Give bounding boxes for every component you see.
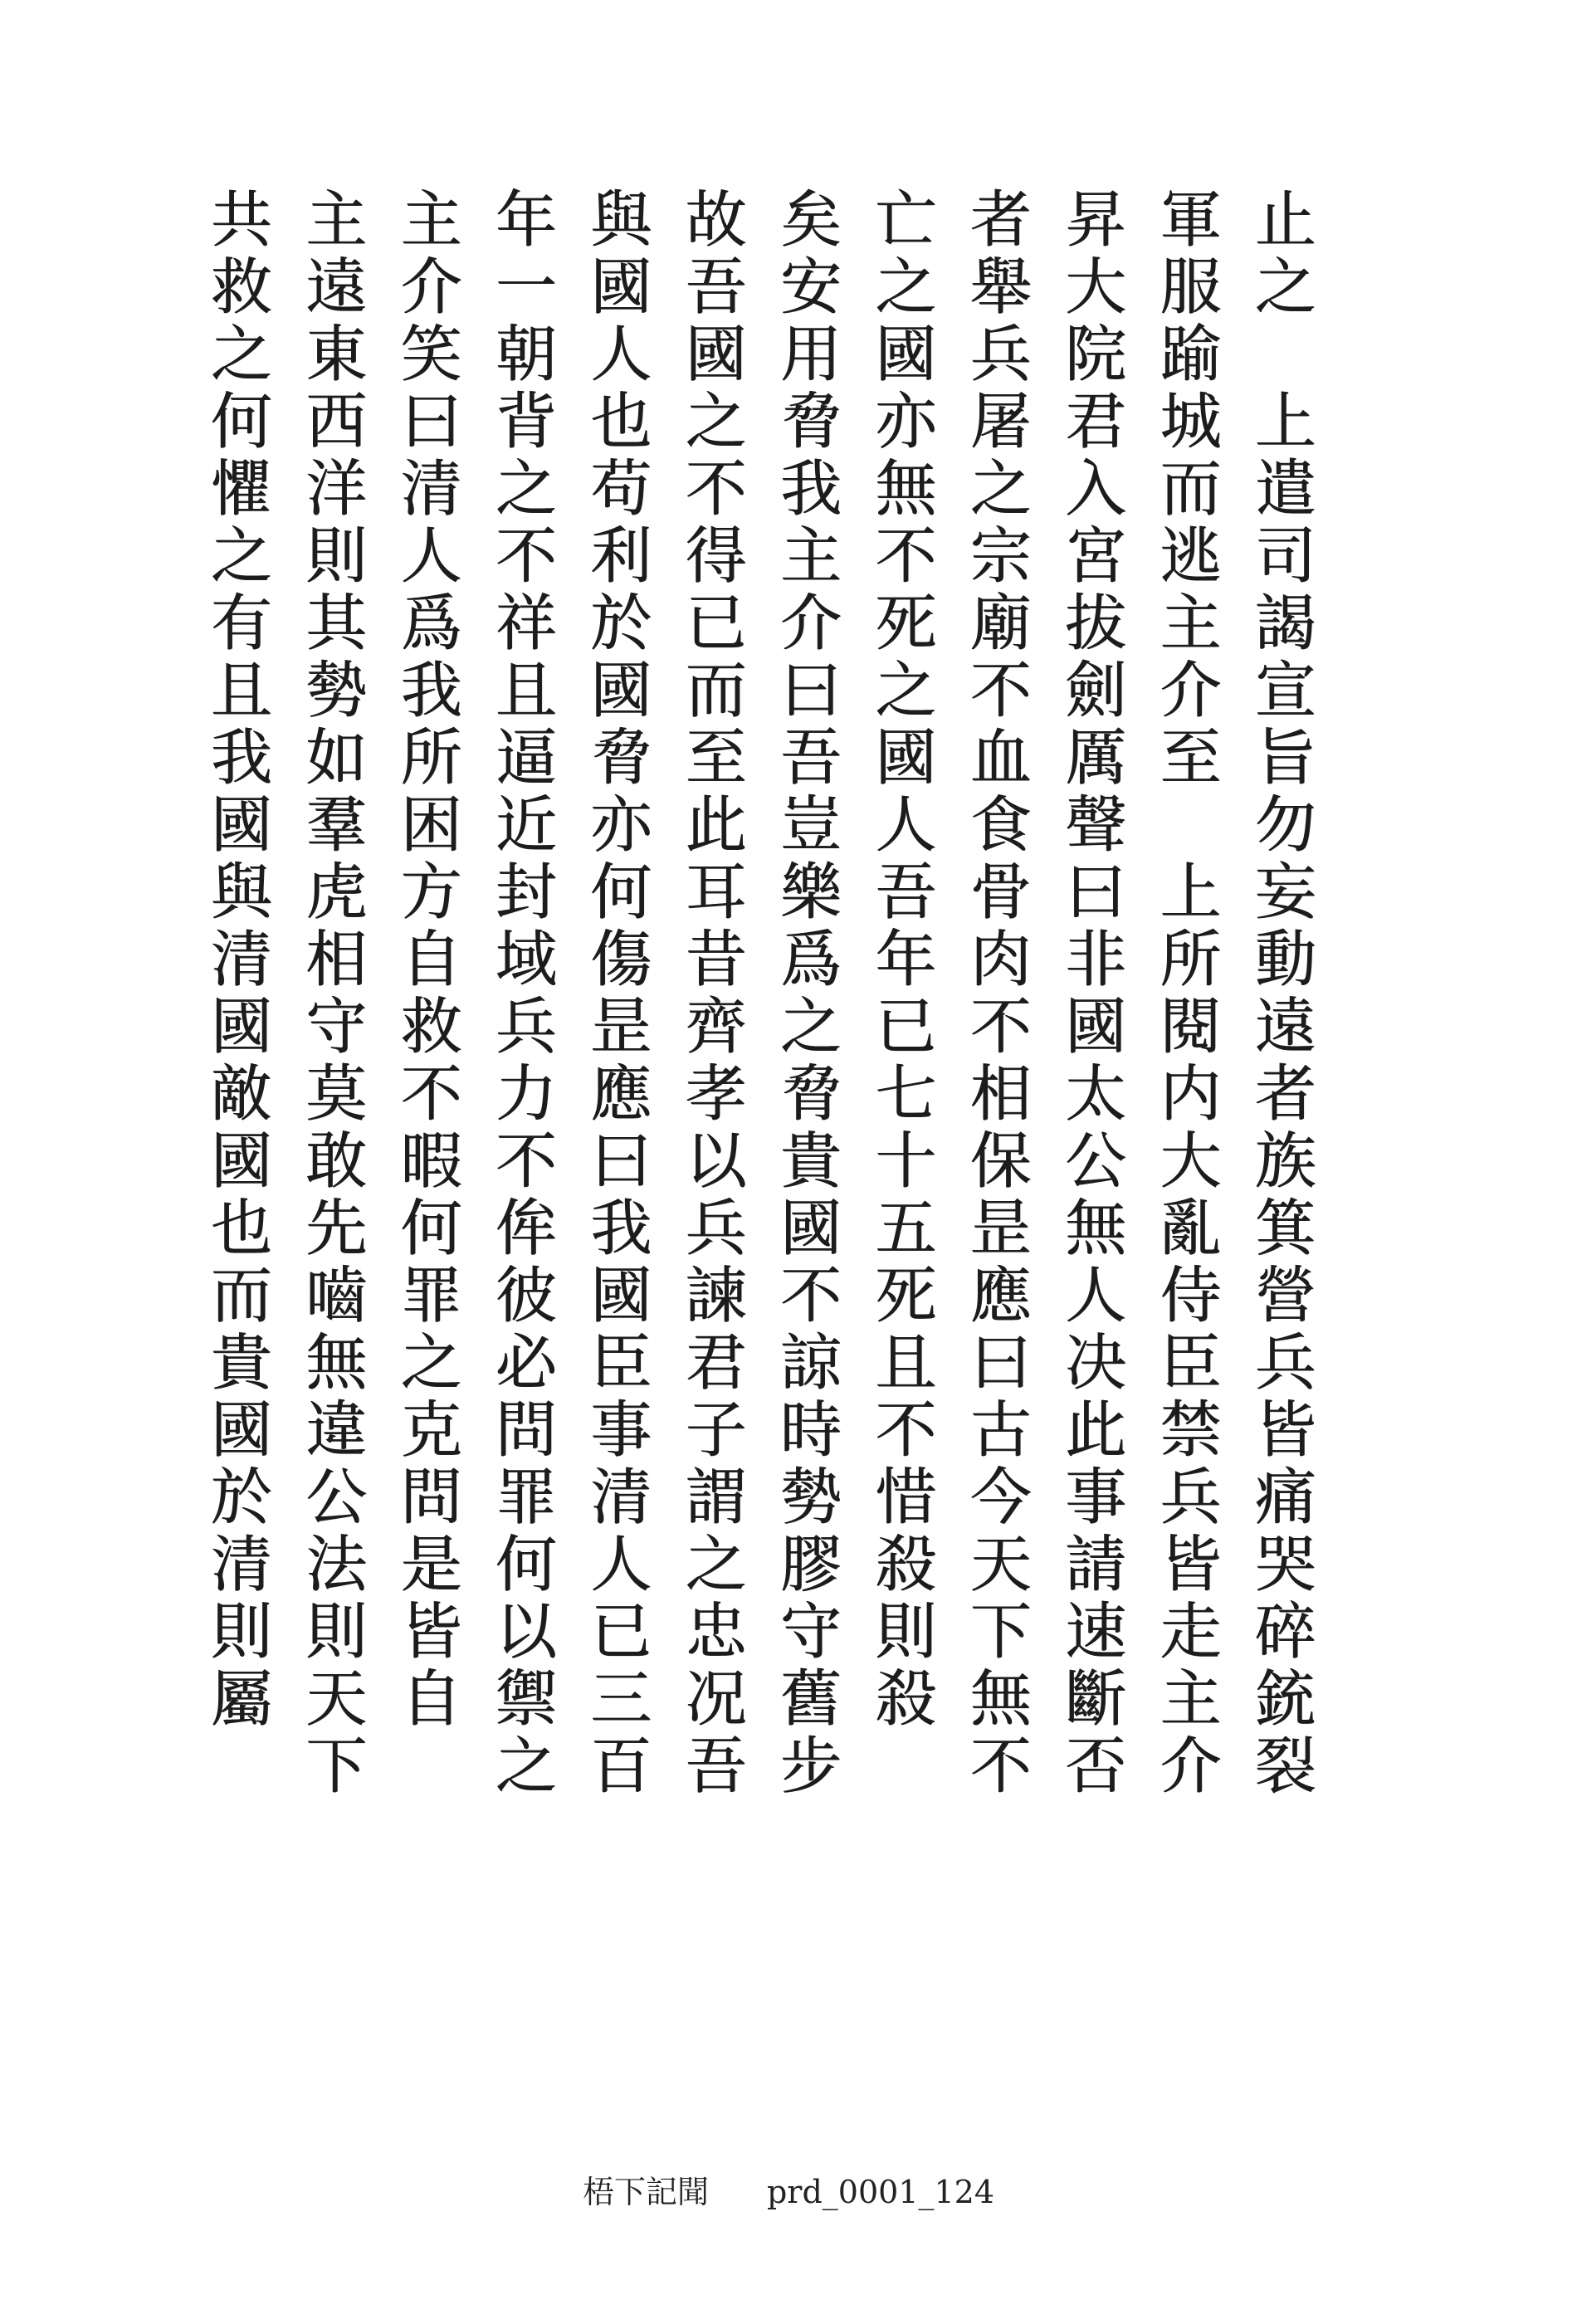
manuscript-column-9: 年一朝背之不祥且逼近封域兵力不侔彼必問罪何以禦之	[486, 187, 558, 1800]
manuscript-column-5: 亡之國亦無不死之國人吾年已七十五死且不惜殺則殺	[865, 187, 937, 1733]
manuscript-column-7: 故吾國之不得已而至此耳昔齊孝以兵諫君子謂之忠况吾	[675, 187, 747, 1800]
manuscript-column-4: 者舉兵屠之宗廟不血食骨肉不相保昰應曰古今天下無不	[959, 187, 1032, 1800]
manuscript-column-2: 軍服踰城而逃主介至 上所閱内大亂侍臣禁兵皆走主介	[1150, 187, 1222, 1800]
book-title: 梧下記聞	[582, 2174, 709, 2210]
manuscript-column-3: 昇大院君入宮拔劍厲聲曰非國太公無人决此事請速斷否	[1055, 187, 1127, 1800]
manuscript-text-block	[191, 187, 1316, 1800]
manuscript-column-12: 共救之何懼之有且我國與清國敵國也而貴國於清則屬	[201, 187, 272, 1733]
manuscript-column-6: 矣安用脅我主介曰吾豈樂爲之脅貴國不諒時勢膠守舊步	[770, 187, 842, 1800]
page-footer	[0, 2166, 1577, 2212]
manuscript-column-10: 主介笑曰清人爲我所困方自救不暇何罪之克問是皆自	[390, 187, 462, 1733]
page-identifier: prd_0001_124	[766, 2174, 995, 2210]
manuscript-column-8: 與國人也苟利於國脅亦何傷昰應曰我國臣事清人已三百	[580, 187, 652, 1800]
manuscript-column-11: 主遠東西洋則其勢如羣虎相守莫敢先嚙無違公法則天下	[295, 187, 368, 1800]
manuscript-column-1: 止之 上遣司謁宣旨勿妄動遠者族箕營兵皆痛哭碎銃裂	[1244, 187, 1316, 1800]
